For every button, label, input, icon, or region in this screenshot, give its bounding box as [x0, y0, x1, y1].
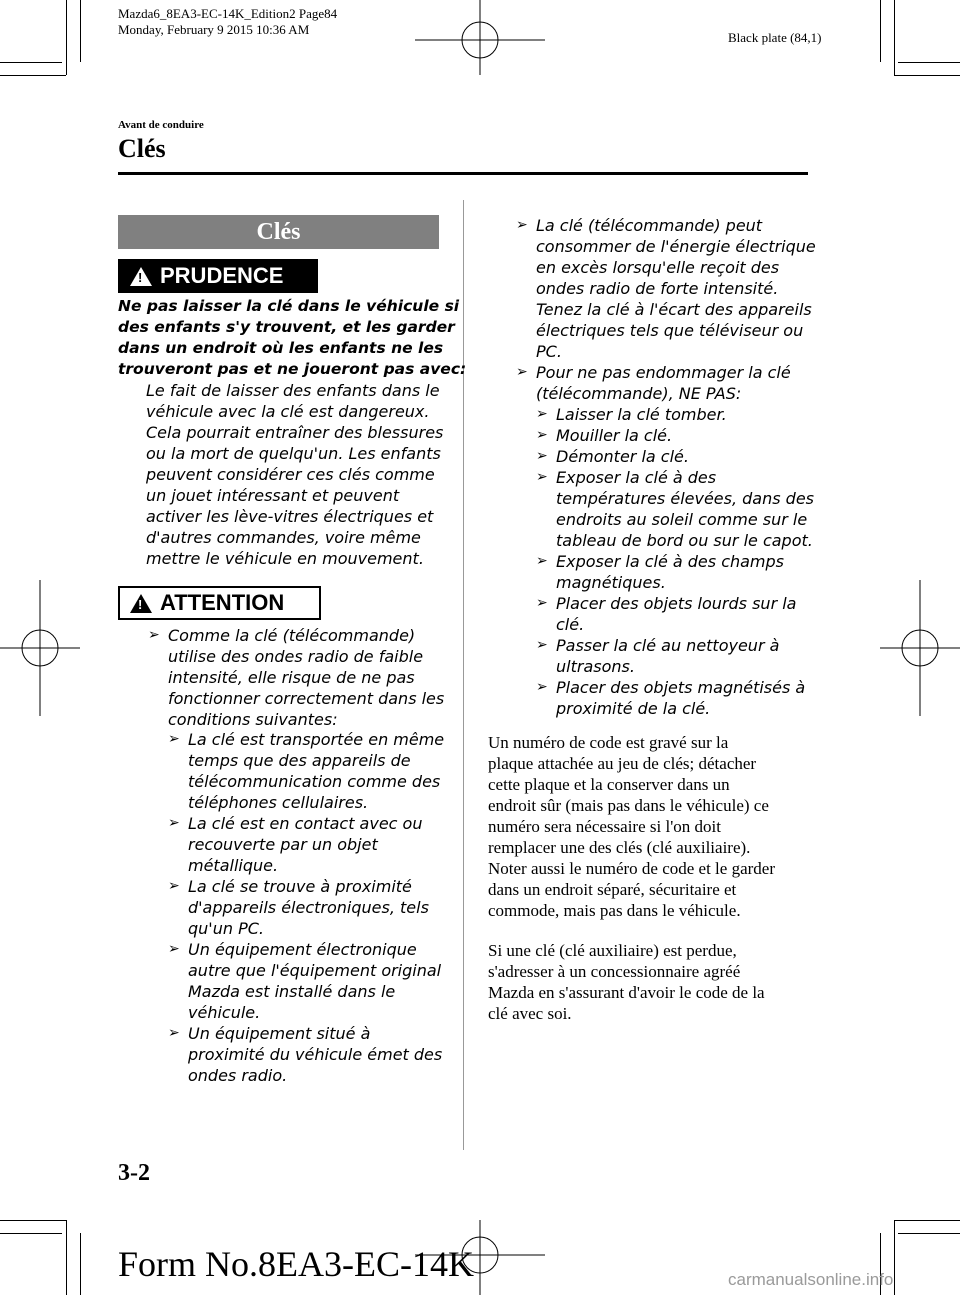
page-title: Clés	[118, 134, 166, 163]
arrow-bullet-icon: ➢	[536, 406, 548, 422]
page-number: 3-2	[118, 1160, 150, 1186]
attention-subitem: ➢ Passer la clé au nettoyeur à ultrasons.	[536, 636, 780, 676]
arrow-bullet-icon: ➢	[148, 627, 160, 643]
section-title: Clés	[118, 215, 439, 249]
attention-subitem: ➢ Exposer la clé à des températures élevées, dans des endroits au soleil comme sur le tableau de bord ou sur le capot.	[536, 468, 814, 550]
attention-subitem: ➢ Mouiller la clé.	[536, 426, 673, 445]
arrow-bullet-icon: ➢	[536, 427, 548, 443]
print-file-line: Mazda6_8EA3-EC-14K_Edition2 Page84	[118, 6, 338, 21]
warning-icon: !	[130, 267, 152, 286]
attention-item: ➢ Pour ne pas endommager la clé (télécommande), NE PAS:	[516, 363, 791, 403]
attention-subitem: ➢ Un équipement situé à proximité du véhicule émet des ondes radio.	[168, 1024, 443, 1085]
attention-subitem: ➢ La clé se trouve à proximité d'appareils électroniques, tels qu'un PC.	[168, 877, 429, 938]
arrow-bullet-icon: ➢	[536, 469, 548, 485]
arrow-bullet-icon: ➢	[536, 553, 548, 569]
plate-label: Black plate (84,1)	[728, 30, 822, 45]
arrow-bullet-icon: ➢	[536, 637, 548, 653]
arrow-bullet-icon: ➢	[536, 679, 548, 695]
attention-subitem: ➢ La clé est en contact avec ou recouverte par un objet métallique.	[168, 814, 423, 875]
form-number: Form No.8EA3-EC-14K	[118, 1244, 474, 1284]
paragraph-lost-key: Si une clé (clé auxiliaire) est perdue, s'adresser à un concessionnaire agréé Mazda en s'assurant d'avoir le code de la clé avec soi.	[488, 941, 765, 1023]
arrow-bullet-icon: ➢	[516, 217, 528, 233]
warning-icon: !	[130, 594, 152, 613]
arrow-bullet-icon: ➢	[536, 595, 548, 611]
arrow-bullet-icon: ➢	[168, 878, 180, 894]
arrow-bullet-icon: ➢	[168, 941, 180, 957]
attention-subitem: ➢ Placer des objets magnétisés à proximité de la clé.	[536, 678, 806, 718]
prudence-bold-text: Ne pas laisser la clé dans le véhicule si des enfants s'y trouvent, et les garder dans un endroit où les enfants ne les trouveront pas et ne joueront pas avec:	[118, 297, 467, 378]
attention-subitem: ➢ Exposer la clé à des champs magnétiques.	[536, 552, 785, 592]
arrow-bullet-icon: ➢	[168, 731, 180, 747]
attention-label: ATTENTION	[160, 590, 285, 615]
attention-subitem: ➢ Un équipement électronique autre que l'équipement original Mazda est installé dans le véhicule.	[168, 940, 442, 1022]
print-date-line: Monday, February 9 2015 10:36 AM	[118, 22, 310, 37]
attention-item: ➢ La clé (télécommande) peut consommer de l'énergie électrique en excès lorsqu'elle reçoit des ondes radio de forte intensité. Tenez la clé à l'écart des appareils électriques tels que téléviseur ou PC.	[516, 216, 816, 361]
attention-subitem: ➢ Démonter la clé.	[536, 447, 689, 466]
section-name: Avant de conduire	[118, 119, 204, 131]
arrow-bullet-icon: ➢	[168, 1025, 180, 1041]
attention-item: ➢ Comme la clé (télécommande) utilise des ondes radio de faible intensité, elle risque de ne pas fonctionner correctement dans les conditions suivantes:	[148, 626, 445, 729]
attention-subitem: ➢ Laisser la clé tomber.	[536, 405, 727, 424]
arrow-bullet-icon: ➢	[516, 364, 528, 380]
attention-subitem: ➢ La clé est transportée en même temps que des appareils de télécommunication comme des téléphones cellulaires.	[168, 730, 445, 812]
attention-subitem: ➢ Placer des objets lourds sur la clé.	[536, 594, 797, 634]
arrow-bullet-icon: ➢	[168, 815, 180, 831]
prudence-label: PRUDENCE	[160, 263, 284, 288]
paragraph-code-number: Un numéro de code est gravé sur la plaque attachée au jeu de clés; détacher cette plaque et la conserver dans un endroit sûr (mais pas dans le véhicule) ce numéro sera nécessaire si l'on doit remplacer une des clés (clé auxiliaire). Noter aussi le numéro de code et le garder dans un endroit séparé, sécuritaire et commode, mais pas dans le véhicule.	[488, 733, 775, 920]
prudence-badge	[118, 259, 318, 293]
watermark: carmanualsonline.info	[728, 1270, 894, 1289]
header-rule	[118, 172, 808, 175]
prudence-body-text: Le fait de laisser des enfants dans le véhicule avec la clé est dangereux. Cela pourrait entraîner des blessures ou la mort de quelqu'un. Les enfants peuvent considérer ces clés comme un jouet intéressant et peuvent activer les lève-vitres électriques et d'autres commandes, voire même mettre le véhicule en mouvement.	[146, 381, 444, 568]
arrow-bullet-icon: ➢	[536, 448, 548, 464]
attention-badge	[118, 586, 321, 620]
